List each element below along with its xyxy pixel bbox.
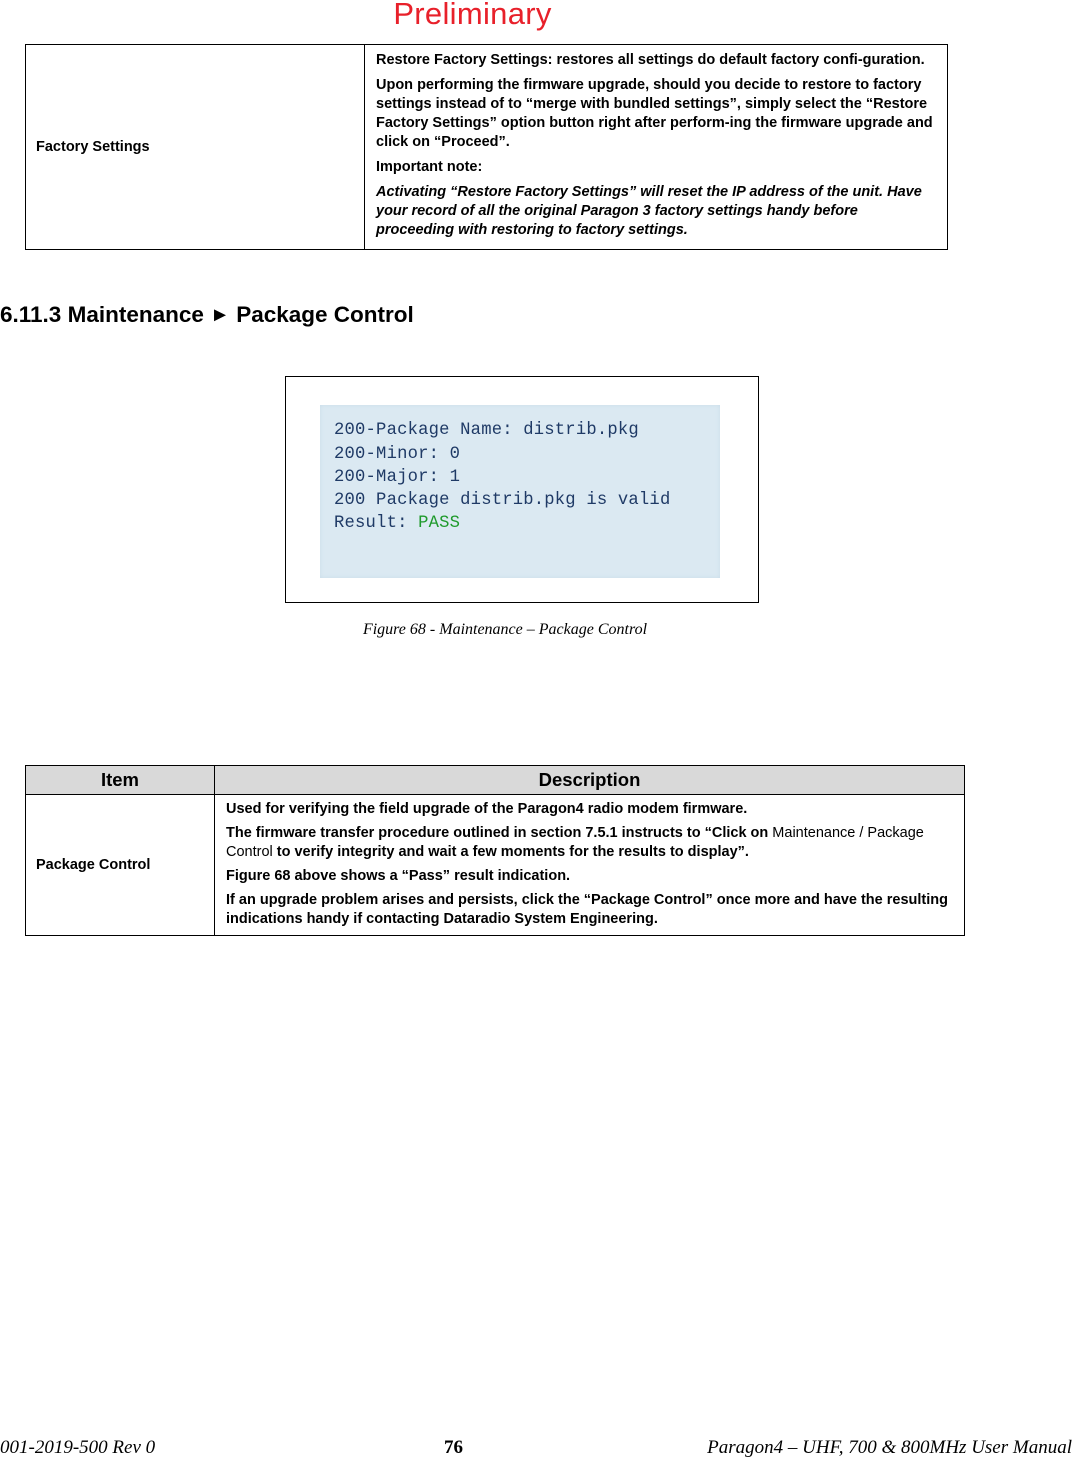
result-status: PASS [418, 514, 461, 533]
package-control-label: Package Control [26, 795, 215, 936]
output-line: 200-Package Name: distrib.pkg [334, 421, 639, 440]
description-paragraph [226, 824, 954, 862]
preliminary-watermark: Preliminary [393, 0, 552, 31]
footer-manual-title: Paragon4 – UHF, 700 & 800MHz User Manual [707, 1437, 1072, 1458]
footer-page-number: 76 [444, 1437, 463, 1458]
table-header-row [26, 766, 965, 795]
right-arrow-icon: ► [210, 304, 230, 326]
column-header-description: Description [215, 766, 965, 795]
figure-caption: Figure 68 - Maintenance – Package Control [362, 621, 648, 638]
footer-doc-number: 001-2019-500 Rev 0 [0, 1437, 156, 1458]
section-heading [0, 302, 414, 328]
column-header-item: Item [26, 766, 215, 795]
figure-frame [285, 376, 759, 603]
description-paragraph: Used for verifying the field upgrade of the Paragon4 radio modem firmware. [226, 801, 748, 817]
description-paragraph: If an upgrade problem arises and persists, click the “Package Control” once more and have the resulting indications handy if contacting Dataradio System Engineering. [226, 892, 948, 927]
package-control-table [25, 765, 965, 936]
important-note-text: Activating “Restore Factory Settings” will reset the IP address of the unit. Have your record of all the original Paragon 3 factory settings handy before proceeding with restoring to factory settings. [376, 184, 922, 238]
package-control-screenshot [320, 405, 720, 578]
factory-settings-description [365, 45, 948, 250]
package-control-description [215, 795, 965, 936]
description-paragraph: Important note: [376, 159, 483, 175]
result-line [334, 514, 460, 533]
text-span: to verify integrity and wait a few moments for the results to display”. [272, 844, 749, 860]
table-row [26, 795, 965, 936]
description-paragraph: Restore Factory Settings: restores all settings do default factory confi-guration. [376, 52, 925, 68]
factory-settings-label: Factory Settings [26, 45, 365, 250]
factory-settings-table [25, 44, 948, 250]
description-paragraph: Upon performing the firmware upgrade, should you decide to restore to factory settings instead of to “merge with bundled settings”, simply select the “Restore Factory Settings” option button right after perform-ing the firmware upgrade and click on “Proceed”. [376, 77, 933, 150]
section-title-part1: Maintenance [67, 302, 204, 327]
text-span: The firmware transfer procedure outlined in section 7.5.1 instructs to “Click on [226, 825, 773, 841]
result-label: Result: [334, 514, 419, 533]
section-number: 6.11.3 [0, 302, 62, 327]
output-line: 200 Package distrib.pkg is valid [334, 491, 671, 510]
output-line: 200-Minor: 0 [334, 445, 461, 464]
description-paragraph: Figure 68 above shows a “Pass” result indication. [226, 868, 571, 884]
menu-path-text: Maintenance / Package Control [226, 825, 924, 860]
output-line: 200-Major: 1 [334, 468, 461, 487]
table-row [26, 45, 948, 250]
section-title-part2: Package Control [236, 302, 414, 327]
